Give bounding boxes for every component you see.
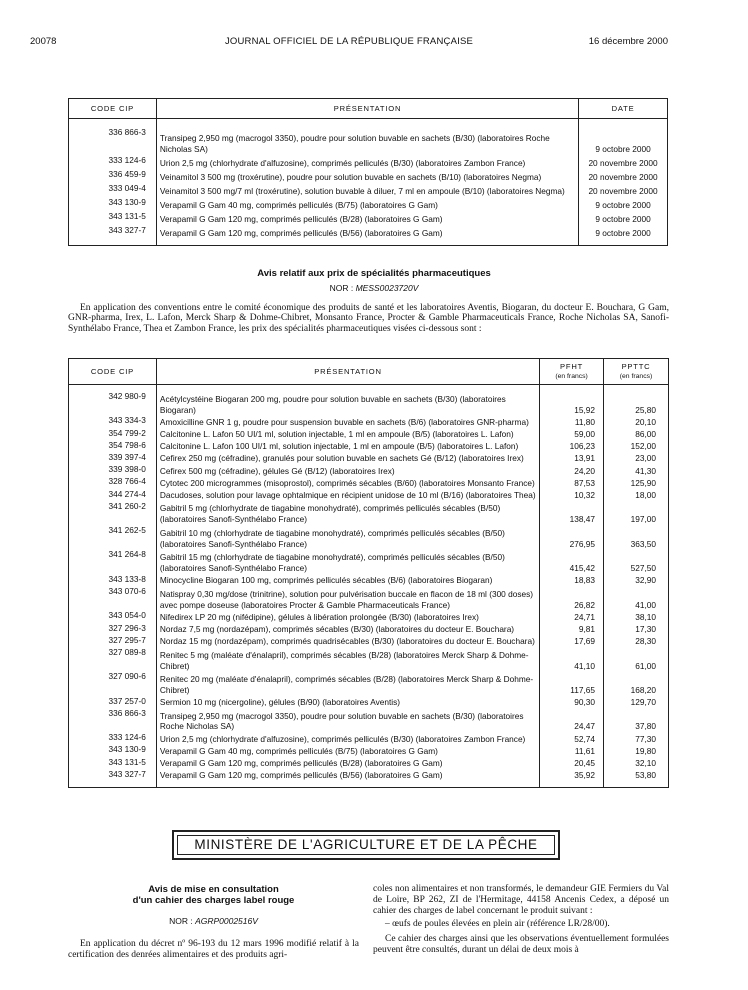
table-row [69,440,669,452]
ppttc-cell: 19,80 [635,745,656,756]
pfht-cell: 24,71 [540,610,604,622]
presentation-cell: Renitec 20 mg (maléate d'énalapril), comprimés sécables (B/28) (laboratoires Merck Sharp & Dohme-Chibret) [156,671,539,695]
table-row [69,155,668,169]
nor-code: MESS0023720V [355,283,419,293]
ppttc-cell: 168,20 [630,684,656,695]
ppttc-label: PPTTC [621,362,651,371]
presentation-cell: Gabitril 10 mg (chlorhydrate de tiagabine monohydraté), comprimés pelliculés sécables (B/50) (laboratoires Sanofi-Synthélabo France) [156,525,539,549]
ppttc-cell: 28,30 [635,636,656,647]
presentation-cell: Verapamil G Gam 40 mg, comprimés pelliculés (B/75) (laboratoires G Gam) [156,197,578,211]
ppttc-cell: 53,80 [635,770,656,781]
table-row [69,169,668,183]
presentation-cell: Calcitonine L. Lafon 50 UI/1 ml, solution injectable, 1 ml en ampoule (B/5) (laboratoires L. Lafon) [156,428,539,440]
avis-prix-title: Avis relatif aux prix de spécialités pharmaceutiques [257,268,491,279]
nor-label: NOR : [169,916,196,926]
pfht-cell: 415,42 [540,549,604,573]
table-row [69,610,669,622]
avis-label-nor [68,916,359,926]
table-row [69,696,669,708]
presentation-cell: Natispray 0,30 mg/dose (trinitrine), solution pour pulvérisation buccale en flacon de 18 ml (300 doses) avec pompe doseuse (laboratoires Procter & Gamble Pharmaceuticals France) [156,586,539,610]
presentation-cell: Transipeg 2,950 mg (macrogol 3350), poudre pour solution buvable en sachets (B/30) (laboratoires Roche Nicholas SA) [156,708,539,732]
ppttc-cell: 125,90 [630,477,656,488]
pfht-cell: 17,69 [540,635,604,647]
table-row [69,732,669,744]
cip-cell: 343 131-5 [108,211,146,221]
nor-label: NOR : [329,283,356,293]
cip-cell: 327 296-3 [108,622,146,633]
spacer-row [69,781,669,788]
presentation-cell: Verapamil G Gam 40 mg, comprimés pelliculés (B/75) (laboratoires G Gam) [156,744,539,756]
avis-label-paragraph-continued: coles non alimentaires et non transformés, le demandeur GIE Fermiers du Val de Loire, BP 262, ZI de l'Hermitage, 44158 Ancenis Cedex, a déposé un cahier des charges de label concernant le produit suivant : [373,884,669,916]
table-row [69,464,669,476]
avis-label-title-line2: d'un cahier des charges label rouge [132,895,295,906]
col-header-ppttc [604,359,669,385]
cip-cell: 333 049-4 [108,183,146,193]
avis-label-paragraph: En application du décret nº 96-193 du 12 mars 1996 modifié relatif à la certification des denrées alimentaires et des produits agri- [68,939,359,960]
product-list-item: – œufs de poules élevées en plein air (référence LR/28/00). [385,919,610,929]
presentation-cell: Nordaz 7,5 mg (nordazépam), comprimés sécables (B/30) (laboratoires du docteur E. Bouchara) [156,623,539,635]
presentation-cell: Urion 2,5 mg (chlorhydrate d'alfuzosine), comprimés pelliculés (B/30) (laboratoires Zambon France) [156,155,578,169]
ppttc-cell: 152,00 [630,441,656,452]
prices-table-body [69,385,669,788]
cip-cell: 339 397-4 [108,451,146,462]
table-row [69,708,669,732]
pfht-cell: 138,47 [540,501,604,525]
pfht-cell: 117,65 [540,671,604,695]
pfht-cell: 10,32 [540,489,604,501]
avis-prix-intro: En application des conventions entre le comité économique des produits de santé et les laboratoires Aventis, Biogaran, du docteur E. Bouchara, G Gam, GNR-pharma, Irex, L. Lafon, Merck Sharp & Dohme-Chibret, Monsanto France, Procter & Gamble Pharmaceuticals France, Roche Nicholas SA, Sanofi-Synthélabo France, Thea et Zambon France, les prix des spécialités pharmaceutiques visées ci-dessous sont : [68,303,669,334]
presentation-cell: Verapamil G Gam 120 mg, comprimés pelliculés (B/28) (laboratoires G Gam) [156,757,539,769]
pfht-cell: 87,53 [540,476,604,488]
ministry-banner [172,830,560,860]
avis-label-paragraph-2: Ce cahier des charges ainsi que les observations éventuellement formulées peuvent être consultés, durant un délai de deux mois à [373,934,669,955]
prices-table [68,358,669,788]
date-cell: 9 octobre 2000 [595,228,651,239]
table-row [69,769,669,781]
table-row [69,428,669,440]
ppttc-cell: 25,80 [635,404,656,415]
ppttc-cell: 197,00 [630,514,656,525]
pfht-cell: 13,91 [540,452,604,464]
cip-cell: 342 980-9 [108,391,146,401]
ppttc-cell: 37,80 [635,721,656,732]
table-row [69,489,669,501]
table-row [69,549,669,573]
table-row [69,415,669,427]
presentation-cell: Gabitril 15 mg (chlorhydrate de tiagabine monohydraté), comprimés pelliculés sécables (B/50) (laboratoires Sanofi-Synthélabo France) [156,549,539,573]
presentation-cell: Amoxicilline GNR 1 g, poudre pour suspension buvable en sachets (B/6) (laboratoires GNR-pharma) [156,415,539,427]
cip-cell: 354 799-2 [108,427,146,438]
table-row [69,452,669,464]
presentation-cell: Calcitonine L. Lafon 100 UI/1 ml, solution injectable, 1 ml en ampoule (B/5) (laboratoires L. Lafon) [156,440,539,452]
date-cell: 20 novembre 2000 [588,186,658,197]
avis-label-right-column [373,884,669,956]
issue-date: 16 décembre 2000 [588,36,668,47]
nor-code: AGRP0002516V [195,916,258,926]
cip-cell: 344 274-4 [108,488,146,499]
table-row [69,225,668,239]
ppttc-cell: 527,50 [630,563,656,574]
ppttc-unit: (en francs) [619,373,653,380]
cip-cell: 354 798-6 [108,439,146,450]
cip-cell: 343 070-6 [108,586,146,596]
table-row [69,757,669,769]
ppttc-cell: 41,30 [635,465,656,476]
table-row [69,183,668,197]
pfht-cell: 26,82 [540,586,604,610]
ppttc-cell: 41,00 [635,599,656,610]
cip-cell: 343 133-8 [108,573,146,584]
cip-cell: 339 398-0 [108,464,146,475]
dates-table-body [69,119,668,246]
spacer-row [69,119,668,128]
cip-cell: 343 131-5 [108,756,146,767]
date-cell: 9 octobre 2000 [595,214,651,225]
col-header-presentation: PRÉSENTATION [156,99,578,119]
pfht-cell: 24,20 [540,464,604,476]
cip-cell: 343 334-3 [108,415,146,426]
avis-label-title-line1: Avis de mise en consultation [148,884,279,895]
table-row [69,501,669,525]
pfht-cell: 18,83 [540,574,604,586]
ppttc-cell: 129,70 [630,697,656,708]
table-row [69,574,669,586]
presentation-cell: Sermion 10 mg (nicergoline), gélules (B/90) (laboratoires Aventis) [156,696,539,708]
presentation-cell: Veinamitol 3 500 mg/7 ml (troxérutine), solution buvable à diluer, 7 ml en ampoule (B/10) (laboratoires Negma) [156,183,578,197]
page-header [30,36,668,50]
pfht-cell: 9,81 [540,623,604,635]
table-row [69,476,669,488]
avis-label-left-column [68,884,359,961]
table-row [69,197,668,211]
presentation-cell: Transipeg 2,950 mg (macrogol 3350), poudre pour solution buvable en sachets (B/30) (laboratoires Roche Nicholas SA) [156,127,578,155]
cip-cell: 341 264-8 [108,549,146,560]
presentation-cell: Nordaz 15 mg (nordazépam), comprimés quadrisécables (B/30) (laboratoires du docteur E. Bouchara) [156,635,539,647]
presentation-cell: Cefirex 500 mg (céfradine), gélules Gé (B/12) (laboratoires Irex) [156,464,539,476]
pfht-cell: 20,45 [540,757,604,769]
ppttc-cell: 20,10 [635,416,656,427]
pfht-cell: 90,30 [540,696,604,708]
presentation-cell: Acétylcystéine Biogaran 200 mg, poudre pour solution buvable en sachets (B/30) (laboratoires Biogaran) [156,391,539,415]
cip-cell: 343 054-0 [108,610,146,621]
page-number: 20078 [30,36,57,47]
pfht-cell: 41,10 [540,647,604,671]
table-row [69,744,669,756]
cip-cell: 328 766-4 [108,476,146,487]
table-row [69,647,669,671]
date-cell: 20 novembre 2000 [588,172,658,183]
col-header-cip: CODE CIP [69,99,157,119]
presentation-cell: Cytotec 200 microgrammes (misoprostol), comprimés sécables (B/60) (laboratoires Monsanto France) [156,476,539,488]
cip-cell: 336 866-3 [108,707,146,718]
cip-cell: 343 327-7 [108,225,146,235]
pfht-cell: 276,95 [540,525,604,549]
presentation-cell: Dacudoses, solution pour lavage ophtalmique en récipient unidose de 10 ml (B/16) (laboratoires Thea) [156,489,539,501]
cip-cell: 333 124-6 [108,732,146,743]
avis-prix-nor [0,283,748,293]
table-row [69,127,668,155]
table-row [69,623,669,635]
ministry-title: MINISTÈRE DE L'AGRICULTURE ET DE LA PÊCHE [194,837,538,852]
cip-cell: 337 257-0 [108,695,146,706]
presentation-cell: Verapamil G Gam 120 mg, comprimés pelliculés (B/56) (laboratoires G Gam) [156,769,539,781]
presentation-cell: Verapamil G Gam 120 mg, comprimés pelliculés (B/56) (laboratoires G Gam) [156,225,578,239]
pfht-cell: 11,61 [540,744,604,756]
ppttc-cell: 18,00 [635,489,656,500]
date-cell: 9 octobre 2000 [595,144,651,155]
spacer-row [69,239,668,246]
col-header-cip: CODE CIP [69,359,157,385]
cip-cell: 343 130-9 [108,744,146,755]
pfht-cell: 24,47 [540,708,604,732]
table-row [69,211,668,225]
avis-label-title [68,884,359,906]
cip-cell: 341 262-5 [108,525,146,536]
presentation-cell: Gabitril 5 mg (chlorhydrate de tiagabine monohydraté), comprimés pelliculés sécables (B/50) (laboratoires Sanofi-Synthélabo France) [156,501,539,525]
table-row [69,671,669,695]
presentation-cell: Veinamitol 3 500 mg (troxérutine), poudre pour solution buvable en sachets (B/10) (laboratoires Negma) [156,169,578,183]
presentation-cell: Cefirex 250 mg (céfradine), granulés pour solution buvable en sachets Gé (B/12) (laboratoires Irex) [156,452,539,464]
table-row [69,635,669,647]
pfht-cell: 52,74 [540,732,604,744]
ppttc-cell: 363,50 [630,538,656,549]
table-row [69,586,669,610]
pfht-cell: 59,00 [540,428,604,440]
table-row [69,525,669,549]
cip-cell: 343 327-7 [108,768,146,779]
ppttc-cell: 32,90 [635,575,656,586]
col-header-pfht [540,359,604,385]
pfht-unit: (en francs) [555,373,588,380]
ppttc-cell: 86,00 [635,428,656,439]
date-cell: 20 novembre 2000 [588,158,658,169]
presentation-cell: Nifedirex LP 20 mg (nifédipine), gélules à libération prolongée (B/30) (laboratoires Irex) [156,610,539,622]
cip-cell: 336 866-3 [108,127,146,137]
cip-cell: 341 260-2 [108,500,146,511]
journal-title: JOURNAL OFFICIEL DE LA RÉPUBLIQUE FRANÇAISE [224,36,474,47]
cip-cell: 333 124-6 [108,155,146,165]
cip-cell: 336 459-9 [108,169,146,179]
pfht-cell: 15,92 [540,391,604,415]
cip-cell: 327 089-8 [108,646,146,657]
cip-cell: 343 130-9 [108,197,146,207]
presentation-cell: Renitec 5 mg (maléate d'énalapril), comprimés sécables (B/28) (laboratoires Merck Sharp & Dohme-Chibret) [156,647,539,671]
table-row [69,391,669,415]
date-cell: 9 octobre 2000 [595,200,651,211]
ppttc-cell: 23,00 [635,453,656,464]
ppttc-cell: 61,00 [635,660,656,671]
presentation-cell: Verapamil G Gam 120 mg, comprimés pelliculés (B/28) (laboratoires G Gam) [156,211,578,225]
ppttc-cell: 17,30 [635,623,656,634]
col-header-presentation: PRÉSENTATION [156,359,539,385]
ppttc-cell: 77,30 [635,733,656,744]
cip-cell: 327 090-6 [108,671,146,682]
pfht-cell: 35,92 [540,769,604,781]
col-header-date: DATE [579,99,668,119]
presentation-cell: Urion 2,5 mg (chlorhydrate d'alfuzosine), comprimés pelliculés (B/30) (laboratoires Zambon France) [156,732,539,744]
pfht-cell: 106,23 [540,440,604,452]
pfht-cell: 11,80 [540,415,604,427]
ppttc-cell: 32,10 [635,758,656,769]
cip-cell: 327 295-7 [108,634,146,645]
pfht-label: PFHT [560,362,584,371]
dates-table [68,98,668,246]
ppttc-cell: 38,10 [635,611,656,622]
presentation-cell: Minocycline Biogaran 100 mg, comprimés pelliculés sécables (B/6) (laboratoires Biogaran) [156,574,539,586]
